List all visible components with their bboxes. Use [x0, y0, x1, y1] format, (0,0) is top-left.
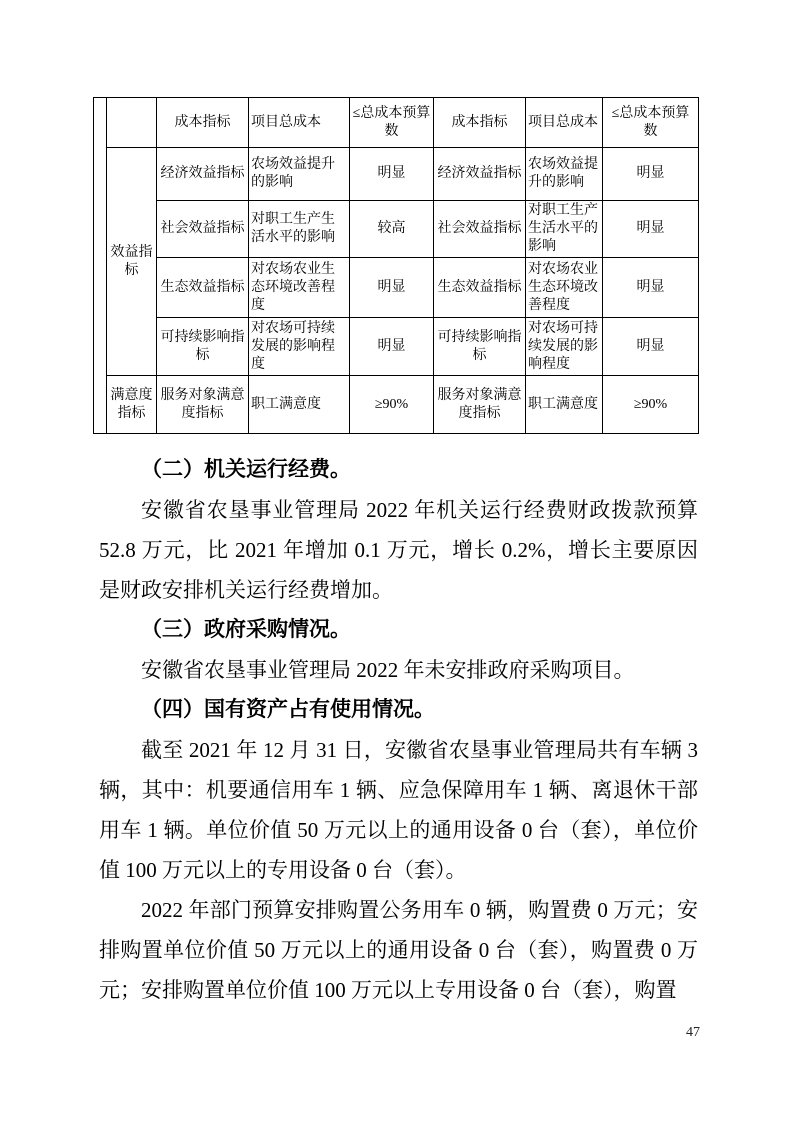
table-cell: 经济效益指标: [157, 148, 249, 201]
table-cell-header: 成本指标: [434, 98, 526, 148]
table-cell-group-empty: [107, 98, 157, 148]
table-cell: 农场效益提升的影响: [526, 148, 603, 201]
table-cell-header: ≤总成本预算数: [603, 98, 699, 148]
table-row-social-benefit: [94, 201, 699, 258]
table-cell: 对职工生产生活水平的影响: [249, 201, 350, 258]
performance-indicator-table: [93, 97, 699, 434]
table-cell: 服务对象满意度指标: [157, 376, 249, 434]
section-heading: （三）政府采购情况。: [141, 618, 351, 641]
table-cell: 社会效益指标: [434, 201, 526, 258]
table-cell: 明显: [350, 148, 434, 201]
table-cell: 经济效益指标: [434, 148, 526, 201]
table-cell: 生态效益指标: [434, 258, 526, 318]
table-cell-group-benefit: 效益指标: [107, 148, 157, 376]
section-state-owned-assets: [99, 690, 698, 1010]
table-cell: 明显: [350, 318, 434, 376]
table-cell: 可持续影响指标: [157, 318, 249, 376]
table-cell: ≥90%: [603, 376, 699, 434]
table-row-sustainable-impact: [94, 318, 699, 376]
table-cell: 职工满意度: [526, 376, 603, 434]
table-cell: 明显: [350, 258, 434, 318]
paragraph: 安徽省农垦事业管理局 2022 年机关运行经费财政拨款预算 52.8 万元，比 2021 年增加 0.1 万元，增长 0.2%，增长主要原因是财政安排机关运行经费增加。: [99, 498, 698, 602]
table-cell: ≥90%: [350, 376, 434, 434]
table-cell: 可持续影响指标: [434, 318, 526, 376]
table-cell-header: 成本指标: [157, 98, 249, 148]
paragraph: 截至 2021 年 12 月 31 日，安徽省农垦事业管理局共有车辆 3 辆，其中：机要通信用车 1 辆、应急保障用车 1 辆、离退休干部用车 1 辆。单位价值 50 万元以上的通用设备 0 台（套），单位价值 100 万元以上的专用设备 0 台（套）。: [99, 738, 698, 882]
table-header-row: [94, 98, 699, 148]
table-cell: 较高: [350, 201, 434, 258]
table-cell-header: ≤总成本预算数: [350, 98, 434, 148]
table-row-satisfaction: [94, 376, 699, 434]
table-cell: 对职工生产生活水平的影响: [526, 201, 603, 258]
table-cell: 服务对象满意度指标: [434, 376, 526, 434]
table-row-ecological-benefit: [94, 258, 699, 318]
table-cell: 农场效益提升的影响: [249, 148, 350, 201]
paragraph: 2022 年部门预算安排购置公务用车 0 辆，购置费 0 万元；安排购置单位价值 50 万元以上的通用设备 0 台（套），购置费 0 万元；安排购置单位价值 100 万元以上专用设备 0 台（套），购置: [99, 898, 698, 1002]
table-cell: 对农场可持续发展的影响程度: [249, 318, 350, 376]
table-cell: 对农场农业生态环境改善程度: [249, 258, 350, 318]
page-number: 47: [686, 1025, 700, 1040]
document-text: [99, 450, 698, 1010]
table-row-economic-benefit: [94, 148, 699, 201]
section-government-procurement: [99, 610, 698, 690]
table-cell: 明显: [603, 148, 699, 201]
table-cell-group-satisfaction: 满意度指标: [107, 376, 157, 434]
table-cell: 明显: [603, 258, 699, 318]
table-cell: 职工满意度: [249, 376, 350, 434]
section-heading: （四）国有资产占有使用情况。: [141, 698, 435, 721]
table-cell: 对农场农业生态环境改善程度: [526, 258, 603, 318]
table-cell: 生态效益指标: [157, 258, 249, 318]
paragraph: 安徽省农垦事业管理局 2022 年未安排政府采购项目。: [141, 658, 635, 682]
table-cell: 社会效益指标: [157, 201, 249, 258]
table-cell-header: 项目总成本: [249, 98, 350, 148]
section-heading: （二）机关运行经费。: [141, 458, 351, 481]
table-cell: 明显: [603, 318, 699, 376]
table-cell: 明显: [603, 201, 699, 258]
table-cell-stub: [94, 98, 107, 434]
section-organ-operating-expenses: [99, 450, 698, 610]
table-cell: 对农场可持续发展的影响程度: [526, 318, 603, 376]
table-cell-header: 项目总成本: [526, 98, 603, 148]
